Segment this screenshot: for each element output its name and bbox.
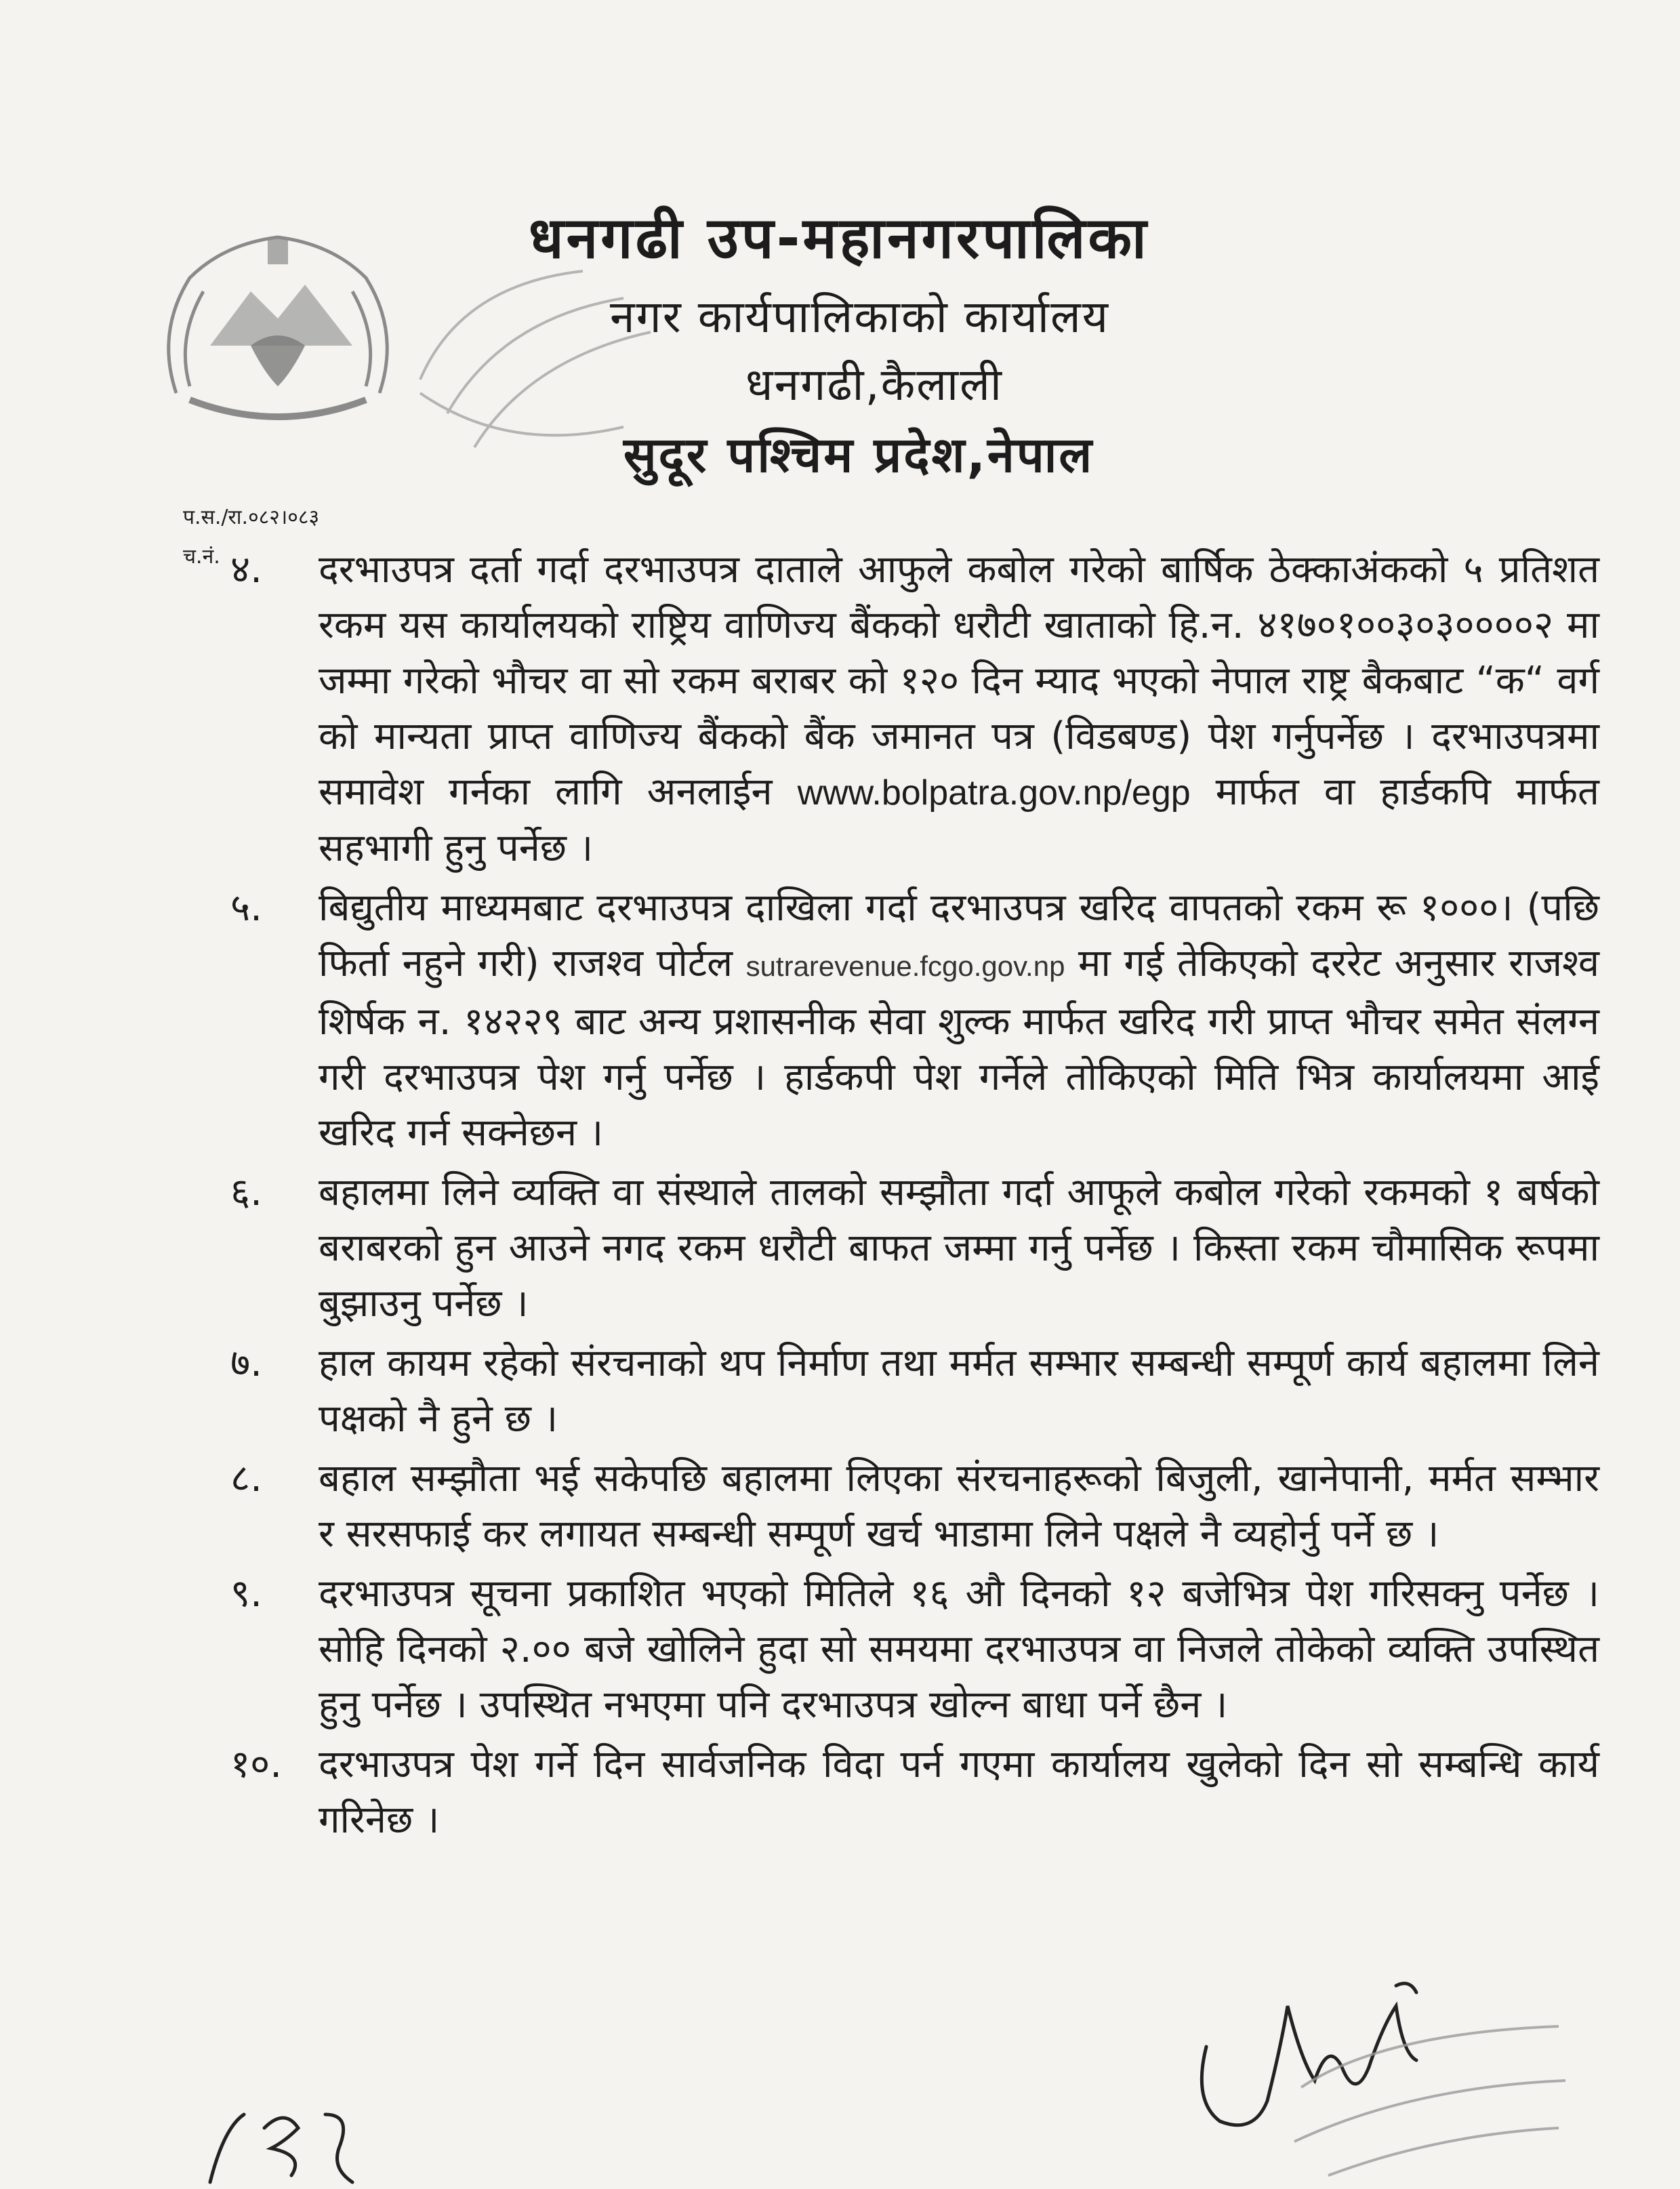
office-name: नगर कार्यपालिकाको कार्यालय xyxy=(610,291,1109,343)
clause-text: बहालमा लिने व्यक्ति वा संस्थाले तालको सम्झौता गर्दा आफूले कबोल गरेको रकमको १ बर्षको बराबरको हुन आउने नगद रकम धरौटी बाफत जम्मा गर्नु पर्नेछ । किस्ता रकम चौमासिक रूपमा बुझाउनु पर्नेछ । xyxy=(319,1170,1599,1326)
clause-body xyxy=(319,542,1599,876)
clause-number: ८. xyxy=(230,1456,262,1500)
dispatch-number: च.नं. xyxy=(183,545,220,569)
clause-8 xyxy=(230,1451,1599,1562)
officer-stamp-icon xyxy=(1288,2006,1572,2182)
province-name: सुदूर पश्चिम प्रदेश,नेपाल xyxy=(623,426,1094,483)
clause-number: ७. xyxy=(230,1341,262,1385)
bolpatra-url: www.bolpatra.gov.np/egp xyxy=(797,773,1191,813)
clause-6 xyxy=(230,1165,1599,1332)
clause-text: बहाल सम्झौता भई सकेपछि बहालमा लिएका संरचनाहरूको बिजुली, खानेपानी, मर्मत सम्भार र सरसफाई कर लगायत सम्बन्धी सम्पूर्ण खर्च भाडामा लिने पक्षले नै व्यहोर्नु पर्ने छ । xyxy=(319,1456,1599,1556)
clause-4 xyxy=(230,542,1599,876)
clause-5 xyxy=(230,880,1599,1161)
clause-number: १०. xyxy=(230,1742,283,1786)
municipality-name: धनगढी उप-महानगरपालिका xyxy=(529,205,1149,271)
clause-10 xyxy=(230,1737,1599,1848)
clause-9 xyxy=(230,1566,1599,1733)
clause-text: दरभाउपत्र पेश गर्ने दिन सार्वजनिक विदा पर्न गएमा कार्यालय खुलेको दिन सो सम्बन्धि कार्य गरिनेछ । xyxy=(319,1742,1599,1842)
clause-number: ९. xyxy=(230,1572,262,1616)
clause-text: दरभाउपत्र दर्ता गर्दा दरभाउपत्र दाताले आफुले कबोल गरेको बार्षिक ठेक्काअंकको ५ प्रतिशत रकम यस कार्यालयको राष्ट्रिय वाणिज्य बैंकको धरौटी खाताको हि.न. ४१७०१००३०३००००२ मा जम्मा गरेको भौचर वा सो रकम बराबर को १२० दिन म्याद भएको नेपाल राष्ट्र बैकबाट “क“ वर्ग को मान्यता प्राप्त वाणिज्य बैंकको बैंक जमानत पत्र (विडबण्ड) पेश गर्नुपर्नेछ । दरभाउपत्रमा समावेश गर्नका लागि अनलाईन xyxy=(319,548,1599,814)
letter-number: प.स./रा.०८२।०८३ xyxy=(183,506,320,529)
clause-text: दरभाउपत्र सूचना प्रकाशित भएको मितिले १६ औ दिनको १२ बजेभित्र पेश गरिसक्नु पर्नेछ ।सोहि दिनको २.०० बजे खोलिने हुदा सो समयमा दरभाउपत्र वा निजले तोकेको व्यक्ति उपस्थित हुनु पर्नेछ । उपस्थित नभएमा पनि दरभाउपत्र खोल्न बाधा पर्ने छैन । xyxy=(319,1572,1599,1727)
clause-number: ४. xyxy=(230,548,262,592)
sutrarevenue-url: sutrarevenue.fcgo.gov.np xyxy=(745,950,1065,982)
clause-list xyxy=(230,542,1599,1852)
clause-text: मा गई तेकिएको दररेट अनुसार राजश्व शिर्षक न. १४२२९ बाट अन्य प्रशासनीक सेवा शुल्क मार्फत खरिद गरी प्राप्त भौचर समेत संलग्न गरी दरभाउपत्र पेश गर्नु पर्नेछ । हार्डकपी पेश गर्नेले तोकिएको मिति भित्र कार्यालयमा आई खरिद गर्न सक्नेछन । xyxy=(319,941,1599,1155)
clause-7 xyxy=(230,1336,1599,1447)
page-number-icon xyxy=(203,2087,380,2189)
clause-text: बिद्युतीय माध्यमबाट दरभाउपत्र दाखिला गर्दा दरभाउपत्र खरिद वापतको रकम रू १०००। (पछि फिर्ता नहुने गरी) राजश्व पोर्टल xyxy=(319,886,1599,985)
clause-text: हाल कायम रहेको संरचनाको थप निर्माण तथा मर्मत सम्भार सम्बन्धी सम्पूर्ण कार्य बहालमा लिने पक्षको नै हुने छ । xyxy=(319,1341,1599,1441)
clause-text: मार्फत वा हार्डकपि मार्फत सहभागी हुनु पर्नेछ । xyxy=(319,770,1599,870)
clause-body xyxy=(319,880,1599,1161)
office-location: धनगढी,कैलाली xyxy=(745,359,1003,411)
clause-number: ६. xyxy=(230,1170,262,1214)
nepal-emblem-icon xyxy=(149,217,407,441)
clause-number: ५. xyxy=(230,886,262,930)
